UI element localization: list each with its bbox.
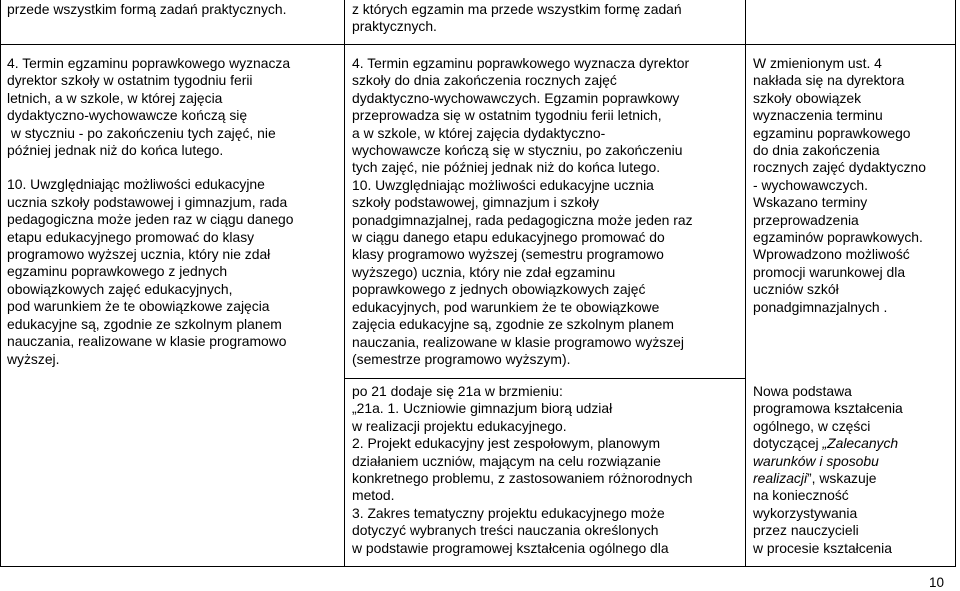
col2-para21-line: „21a. 1. Uczniowie gimnazjum biorą udział bbox=[352, 400, 613, 417]
col3-italic-text: warunków i sposobu bbox=[753, 452, 879, 469]
col3-line: promocji warunkowej dla bbox=[753, 263, 906, 280]
col2-body-line: nauczania, realizowane w klasie programowo wyższej bbox=[352, 333, 684, 350]
col2-body-line: przeprowadza się w ostatnim tygodniu ferii letnich, bbox=[352, 107, 662, 124]
col2-para21-line: metod. bbox=[352, 487, 395, 504]
col3-text: ”, wskazuje bbox=[807, 470, 877, 487]
col2-para21-line: dotyczyć wybranych treści nauczania określonych bbox=[352, 522, 659, 539]
table-border-bottom bbox=[0, 566, 956, 567]
col3-lower-line: na konieczność bbox=[753, 487, 849, 504]
col2-para21-line: 3. Zakres tematyczny projektu edukacyjnego może bbox=[352, 504, 665, 521]
table-border-right bbox=[955, 0, 956, 567]
col2-body-line: dydaktyczno-wychowawczych. Egzamin poprawkowy bbox=[352, 89, 680, 106]
col1-para4-line: dyrektor szkoły w ostatnim tygodniu ferii bbox=[7, 72, 253, 89]
col2-body-line: (semestrze programowo wyższym). bbox=[352, 350, 571, 367]
col2-para21-line: 2. Projekt edukacyjny jest zespołowym, planowym bbox=[352, 435, 661, 452]
col3-line: ponadgimnazjalnych . bbox=[753, 298, 888, 315]
table-border-left bbox=[0, 0, 1, 567]
col1-para4-line: w styczniu - po zakończeniu tych zajęć, nie bbox=[7, 124, 276, 141]
col3-italic-text: realizacji bbox=[753, 470, 808, 487]
col3-line: szkoły obowiązek bbox=[753, 89, 862, 106]
col3-lower-line: Nowa podstawa bbox=[753, 383, 852, 399]
col2-body-line: szkoły do dnia zakończenia rocznych zajęć bbox=[352, 72, 617, 89]
col3-italic-text: „Zalecanych bbox=[822, 435, 899, 452]
page-number: 10 bbox=[928, 575, 944, 590]
col1-para10-line: wyższej. bbox=[7, 350, 60, 367]
col2-main-cell bbox=[352, 55, 737, 368]
col1-para10-line: ucznia szkoły podstawowej i gimnazjum, rada bbox=[7, 193, 288, 210]
col2-body-line: edukacyjnych, pod warunkiem że te obowiązkowe bbox=[352, 298, 660, 315]
col2-body-line: zajęcia edukacyjne są, zgodnie ze szkolnym planem bbox=[352, 316, 674, 333]
table-divider-1 bbox=[344, 0, 345, 567]
col1-para4-line: później jednak niż do końca lutego. bbox=[7, 142, 224, 159]
col2-para21-line: działaniem uczniów, mającym na celu rozwiązanie bbox=[352, 452, 661, 469]
col3-line: W zmienionym ust. 4 bbox=[753, 55, 882, 71]
col3-lower-line: w procesie kształcenia bbox=[753, 539, 892, 556]
col2-body-line: w ciągu danego etapu edukacyjnego promować do bbox=[352, 229, 665, 246]
col3-line: egzaminu poprawkowego bbox=[753, 124, 911, 141]
col1-top-cell bbox=[7, 1, 337, 18]
col1-para10-line: etapu edukacyjnego promować do klasy bbox=[7, 228, 255, 245]
col2-para21-line: po 21 dodaje się 21a w brzmieniu: bbox=[352, 383, 563, 399]
col3-lower-line: przez nauczycieli bbox=[753, 522, 859, 539]
col3-line: rocznych zajęć dydaktyczno bbox=[753, 159, 926, 176]
col3-lower-line: wykorzystywania bbox=[753, 504, 858, 521]
col2-body-line: wyższego) ucznia, który nie zdał egzaminu bbox=[352, 263, 616, 280]
col3-lower-cell bbox=[753, 383, 953, 557]
col2-top-line: z których egzamin ma przede wszystkim formę zadań bbox=[352, 1, 682, 17]
col1-para4-line: 4. Termin egzaminu poprawkowego wyznacza bbox=[7, 55, 291, 71]
col2-body-line: a w szkole, w której zajęcia dydaktyczno- bbox=[352, 124, 606, 141]
col1-para10-line: programowo wyższej ucznia, który nie zdał bbox=[7, 246, 271, 263]
col3-line: Wskazano terminy bbox=[753, 194, 868, 211]
col1-para4-line: letnich, a w szkole, w której zajęcia bbox=[7, 89, 223, 106]
col3-line: - wychowawczych. bbox=[753, 176, 869, 193]
col3-lower-line bbox=[753, 470, 953, 487]
col2-body-line: 10. Uwzględniając możliwości edukacyjne ucznia bbox=[352, 176, 654, 193]
col1-para10-line: obowiązkowych zajęć edukacyjnych, bbox=[7, 280, 233, 297]
col2-para21-line: w podstawie programowej kształcenia ogólnego dla bbox=[352, 539, 669, 556]
col2-para21-line: w realizacji projektu edukacyjnego. bbox=[352, 417, 567, 434]
col3-text: dotyczącej bbox=[753, 435, 823, 452]
col1-para10-line: egzaminu poprawkowego z jednych bbox=[7, 263, 228, 280]
table-divider-2 bbox=[745, 0, 746, 567]
col2-para21-cell bbox=[352, 383, 737, 557]
col2-body-line: 4. Termin egzaminu poprawkowego wyznacza dyrektor bbox=[352, 55, 690, 71]
col1-para4-line: dydaktyczno-wychowawcze kończą się bbox=[7, 107, 248, 124]
col2-body-line: szkoły podstawowej, gimnazjum i szkoły bbox=[352, 194, 600, 211]
col3-lower-line bbox=[753, 453, 953, 470]
col3-line: do dnia zakończenia bbox=[753, 142, 880, 159]
col1-para10-line: pod warunkiem że te obowiązkowe zajęcia bbox=[7, 298, 270, 315]
cell-divider-col2 bbox=[344, 378, 745, 379]
col3-line: uczniów szkół bbox=[753, 281, 839, 298]
col3-line: egzaminów poprawkowych. bbox=[753, 229, 923, 246]
col3-line: nakłada się na dyrektora bbox=[753, 72, 905, 89]
col2-top-cell bbox=[352, 1, 737, 36]
col3-line: przeprowadzenia bbox=[753, 211, 859, 228]
col1-para10-line: nauczania, realizowane w klasie programowo bbox=[7, 333, 287, 350]
col3-line: wyznaczenia terminu bbox=[753, 107, 883, 124]
col1-main-cell bbox=[7, 55, 337, 368]
col1-para10-line: edukacyjne są, zgodnie ze szkolnym planem bbox=[7, 315, 282, 332]
col1-para10-line: 10. Uwzględniając możliwości edukacyjne bbox=[7, 176, 265, 193]
col3-line: Wprowadzono możliwość bbox=[753, 246, 910, 263]
col2-body-line: tych zajęć, nie później jednak niż do końca lutego. bbox=[352, 159, 661, 176]
col3-lower-line: ogólnego, w części bbox=[753, 417, 871, 434]
col2-body-line: ponadgimnazjalnej, rada pedagogiczna może jeden raz bbox=[352, 211, 693, 228]
col1-para10-line: pedagogiczna może jeden raz w ciągu danego bbox=[7, 211, 294, 228]
row-divider bbox=[0, 44, 956, 45]
col2-body-line: klasy programowo wyższej (semestru programowo bbox=[352, 246, 664, 263]
col2-body-line: wychowawcze kończą się w styczniu, po zakończeniu bbox=[352, 142, 683, 159]
col2-para21-line: konkretnego problemu, z zastosowaniem różnorodnych bbox=[352, 470, 693, 487]
col2-body-line: poprawkowego z jednych obowiązkowych zajęć bbox=[352, 281, 646, 298]
col3-comment-cell bbox=[753, 55, 953, 316]
col3-lower-line bbox=[753, 435, 953, 452]
col1-top-line: przede wszystkim formą zadań praktycznych. bbox=[7, 1, 287, 17]
col2-top-line: praktycznych. bbox=[352, 18, 437, 35]
col3-lower-line: programowa kształcenia bbox=[753, 400, 903, 417]
